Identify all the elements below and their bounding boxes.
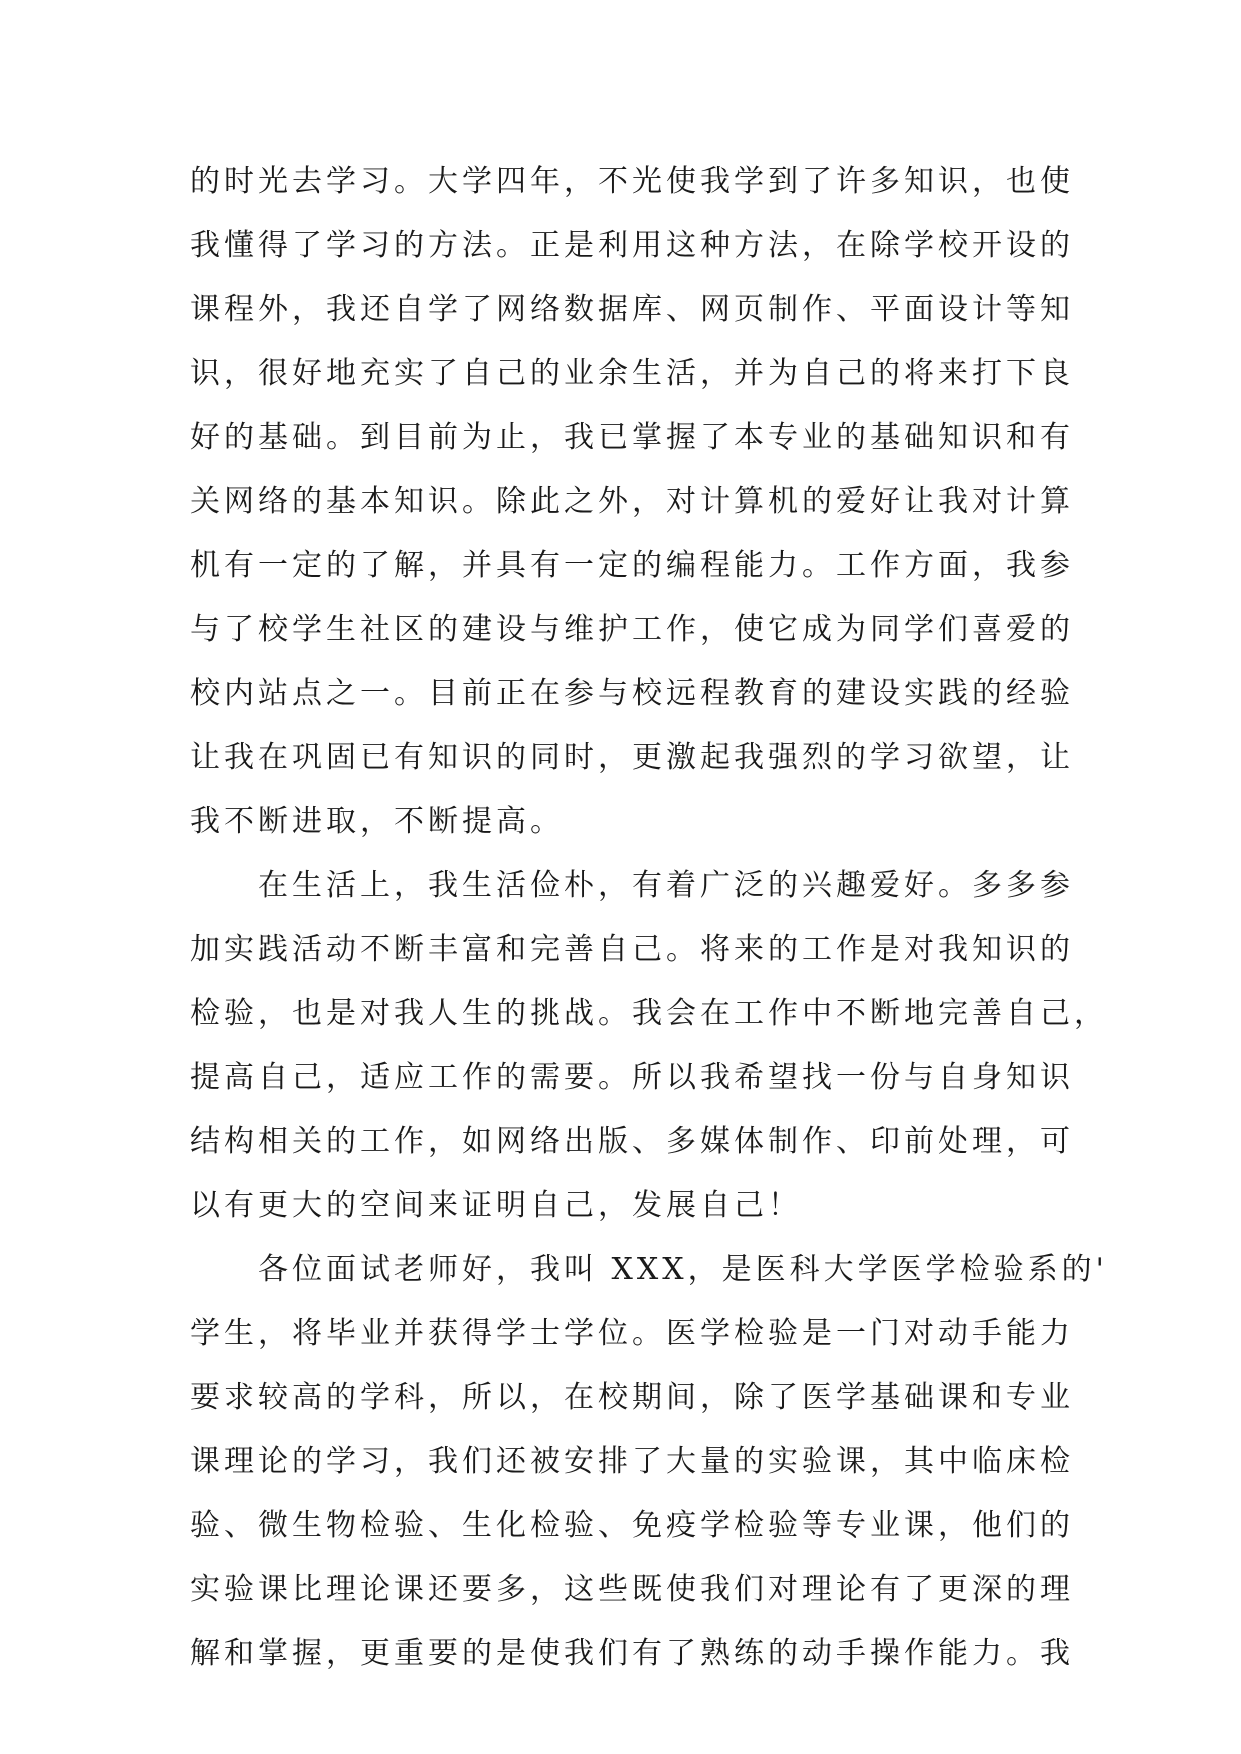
text-line: 要求较高的学科，所以，在校期间，除了医学基础课和专业 [190,1380,1074,1415]
text-line: 课理论的学习，我们还被安排了大量的实验课，其中临床检 [190,1444,1074,1479]
text-line: 学生，将毕业并获得学士学位。医学检验是一门对动手能力 [190,1316,1074,1351]
text-line: 实验课比理论课还要多，这些既使我们对理论有了更深的理 [190,1572,1074,1607]
paragraph-start-line: 各位面试老师好，我叫 XXX，是医科大学医学检验系的' [258,1252,1108,1287]
text-line: 结构相关的工作，如网络出版、多媒体制作、印前处理，可 [190,1124,1074,1159]
document-body [190,150,1108,1686]
text-line: 提高自己，适应工作的需要。所以我希望找一份与自身知识 [190,1060,1074,1095]
text-line: 以有更大的空间来证明自己，发展自己！ [190,1188,802,1223]
text-line: 的时光去学习。大学四年，不光使我学到了许多知识，也使 [190,164,1074,199]
text-line: 让我在巩固已有知识的同时，更激起我强烈的学习欲望，让 [190,740,1074,775]
text-line: 与了校学生社区的建设与维护工作，使它成为同学们喜爱的 [190,612,1074,647]
text-line: 检验，也是对我人生的挑战。我会在工作中不断地完善自己， [190,996,1108,1031]
text-line: 我懂得了学习的方法。正是利用这种方法，在除学校开设的 [190,228,1074,263]
text-line: 解和掌握，更重要的是使我们有了熟练的动手操作能力。我 [190,1636,1074,1671]
text-line: 机有一定的了解，并具有一定的编程能力。工作方面，我参 [190,548,1074,583]
text-line: 关网络的基本知识。除此之外，对计算机的爱好让我对计算 [190,484,1074,519]
paragraph-start-line: 在生活上，我生活俭朴，有着广泛的兴趣爱好。多多参 [258,868,1074,903]
text-line: 验、微生物检验、生化检验、免疫学检验等专业课，他们的 [190,1508,1074,1543]
text-line: 好的基础。到目前为止，我已掌握了本专业的基础知识和有 [190,420,1074,455]
text-line: 加实践活动不断丰富和完善自己。将来的工作是对我知识的 [190,932,1074,967]
text-line: 我不断进取，不断提高。 [190,804,564,839]
text-line: 课程外，我还自学了网络数据库、网页制作、平面设计等知 [190,292,1074,327]
text-line: 校内站点之一。目前正在参与校远程教育的建设实践的经验 [190,676,1074,711]
text-line: 识，很好地充实了自己的业余生活，并为自己的将来打下良 [190,356,1074,391]
